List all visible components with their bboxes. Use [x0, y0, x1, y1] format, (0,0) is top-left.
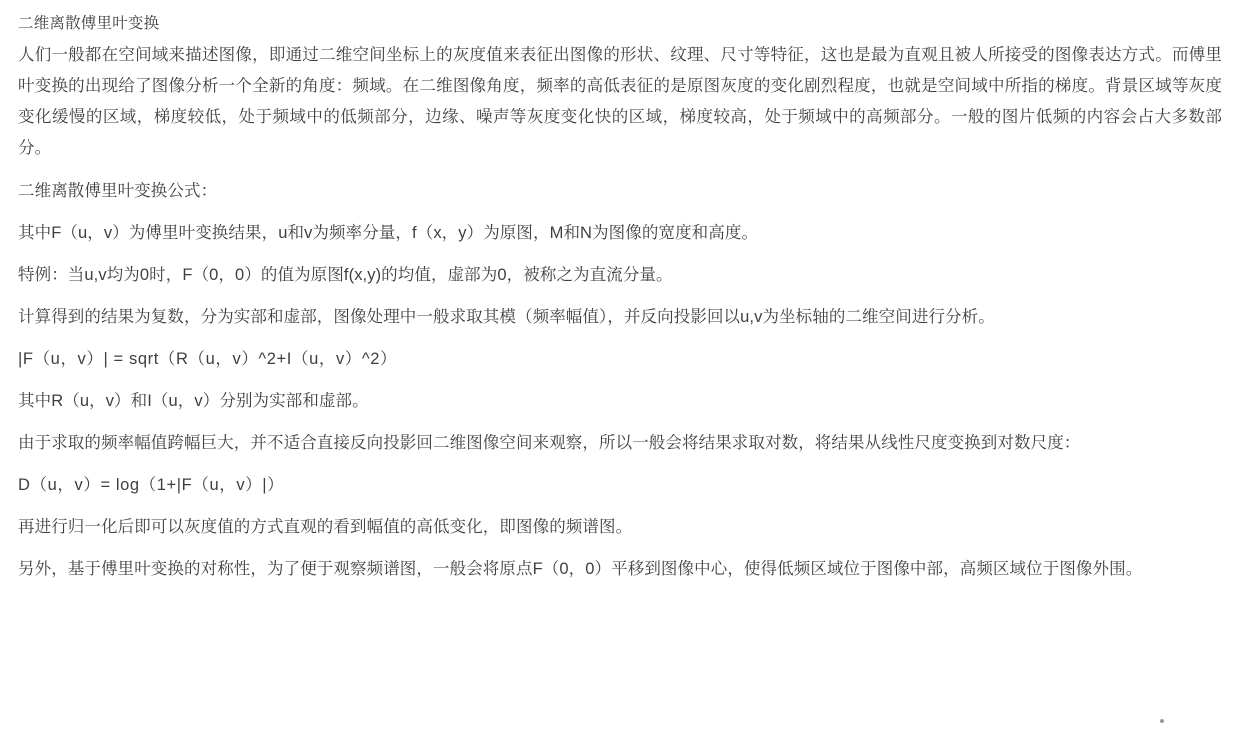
paragraph-magnitude-formula: |F（u，v）| = sqrt（R（u，v）^2+I（u，v）^2）: [18, 350, 398, 368]
scroll-indicator-dot: [1160, 719, 1164, 723]
page-title: 二维离散傅里叶变换: [18, 15, 160, 32]
paragraph-formula-heading: 二维离散傅里叶变换公式：: [18, 182, 218, 200]
paragraph-special-case: 特例：当u,v均为0时，F（0，0）的值为原图f(x,y)的均值，虚部为0，被称之为直流分量。: [18, 266, 673, 284]
paragraph-log-scale: 由于求取的频率幅值跨幅巨大，并不适合直接反向投影回二维图像空间来观察，所以一般会将结果求取对数，将结果从线性尺度变换到对数尺度：: [18, 434, 1081, 452]
paragraph-log-formula: D（u，v）= log（1+|F（u，v）|）: [18, 476, 285, 494]
paragraph-normalization: 再进行归一化后即可以灰度值的方式直观的看到幅值的高低变化，即图像的频谱图。: [18, 518, 633, 536]
paragraph-complex-result: 计算得到的结果为复数，分为实部和虚部，图像处理中一般求取其模（频率幅值），并反向投影回以u,v为坐标轴的二维空间进行分析。: [18, 308, 995, 326]
paragraph-intro: 人们一般都在空间域来描述图像，即通过二维空间坐标上的灰度值来表征出图像的形状、纹理、尺寸等特征，这也是最为直观且被人所接受的图像表达方式。而傅里叶变换的出现给了图像分析一个全新的角度：频域。在二维图像角度，频率的高低表征的是原图灰度的变化剧烈程度，也就是空间域中所指的梯度。背景区域等灰度变化缓慢的区域，梯度较低，处于频域中的低频部分，边缘、噪声等灰度变化快的区域，梯度较高，处于频域中的高频部分。一般的图片低频的内容会占大多数部分。: [18, 46, 1222, 157]
paragraph-real-imaginary: 其中R（u，v）和I（u，v）分别为实部和虚部。: [18, 392, 369, 410]
paragraph-symmetry-shift: 另外，基于傅里叶变换的对称性，为了便于观察频谱图，一般会将原点F（0，0）平移到图像中心，使得低频区域位于图像中部，高频区域位于图像外围。: [18, 560, 1143, 578]
paragraph-symbol-definitions: 其中F（u，v）为傅里叶变换结果，u和v为频率分量，f（x，y）为原图，M和N为图像的宽度和高度。: [18, 224, 759, 242]
